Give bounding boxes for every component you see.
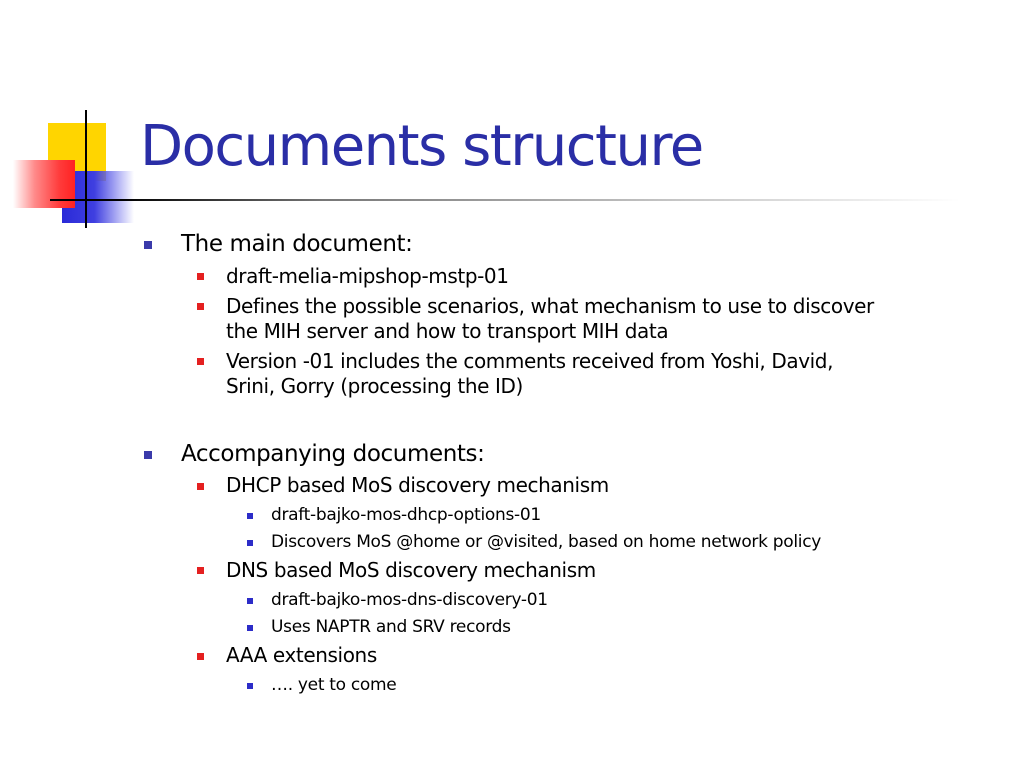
bullet-square-icon bbox=[144, 241, 152, 249]
bullet-square-icon bbox=[247, 625, 253, 631]
bullet-square-icon bbox=[247, 683, 253, 689]
list-item: Defines the possible scenarios, what mechanism to use to discover bbox=[226, 294, 874, 318]
sub-list-item: …. yet to come bbox=[271, 675, 397, 695]
bullet-square-icon bbox=[247, 540, 253, 546]
bullet-square-icon bbox=[197, 358, 204, 365]
list-item-continuation: the MIH server and how to transport MIH data bbox=[226, 319, 669, 343]
list-item: draft-melia-mipshop-mstp-01 bbox=[226, 264, 509, 288]
section-heading: Accompanying documents: bbox=[181, 441, 485, 467]
list-item: DHCP based MoS discovery mechanism bbox=[226, 473, 609, 497]
section-heading: The main document: bbox=[181, 231, 413, 257]
slide-title: Documents structure bbox=[140, 114, 703, 179]
bullet-square-icon bbox=[197, 483, 204, 490]
sub-list-item: Uses NAPTR and SRV records bbox=[271, 617, 511, 637]
list-item: DNS based MoS discovery mechanism bbox=[226, 558, 596, 582]
sub-list-item: draft-bajko-mos-dhcp-options-01 bbox=[271, 505, 541, 525]
bullet-square-icon bbox=[197, 567, 204, 574]
list-item: Version -01 includes the comments received from Yoshi, David, bbox=[226, 349, 834, 373]
decor-vertical-line bbox=[85, 110, 87, 228]
list-item: AAA extensions bbox=[226, 643, 377, 667]
bullet-square-icon bbox=[197, 303, 204, 310]
bullet-square-icon bbox=[247, 513, 253, 519]
bullet-square-icon bbox=[144, 451, 152, 459]
sub-list-item: Discovers MoS @home or @visited, based on home network policy bbox=[271, 532, 822, 552]
sub-list-item: draft-bajko-mos-dns-discovery-01 bbox=[271, 590, 548, 610]
bullet-square-icon bbox=[197, 273, 204, 280]
bullet-square-icon bbox=[247, 598, 253, 604]
title-underline bbox=[50, 199, 960, 201]
bullet-square-icon bbox=[197, 653, 204, 660]
list-item-continuation: Srini, Gorry (processing the ID) bbox=[226, 374, 523, 398]
